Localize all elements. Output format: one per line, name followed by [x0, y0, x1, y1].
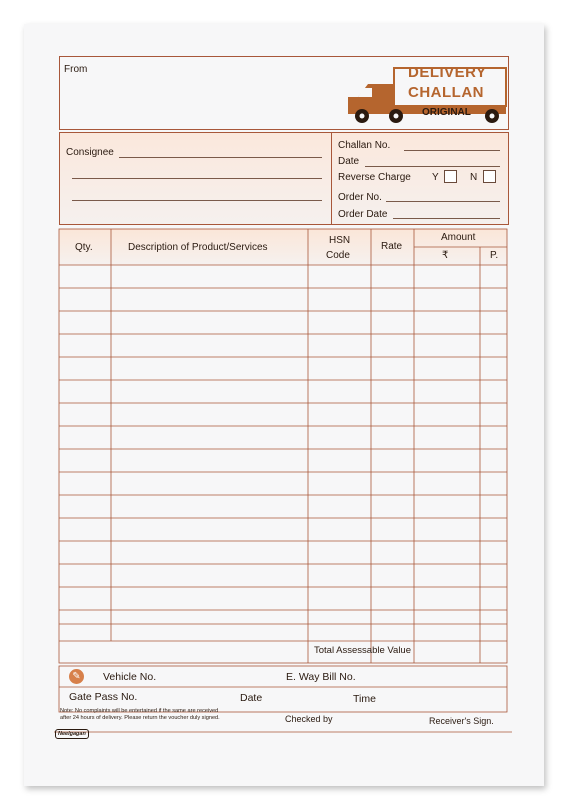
col-description-header: Description of Product/Services	[128, 242, 268, 253]
reverse-charge-no-label: N	[470, 172, 478, 183]
from-label: From	[64, 64, 88, 75]
total-assessable-label: Total Assessable Value	[314, 645, 411, 656]
order-date-label: Order Date	[338, 209, 388, 220]
footer-date-label: Date	[240, 692, 263, 704]
challan-sheet	[24, 24, 544, 786]
date-label: Date	[338, 156, 360, 167]
col-qty-header: Qty.	[75, 242, 93, 253]
pen-icon: ✎	[69, 669, 84, 684]
note-line-1: Note: No complaints will be entertained if the same are received	[60, 708, 219, 714]
col-rupee-header: ₹	[442, 250, 449, 261]
col-hsn-header-line1: HSN	[329, 235, 351, 246]
vehicle-no-label: Vehicle No.	[103, 671, 157, 683]
checked-by-label: Checked by	[285, 714, 333, 724]
eway-bill-label: E. Way Bill No.	[286, 671, 356, 683]
col-paise-header: P.	[490, 250, 499, 261]
receiver-sign-label: Receiver's Sign.	[429, 716, 494, 726]
copy-label: ORIGINAL	[422, 107, 471, 118]
table-rows	[59, 288, 507, 624]
items-table	[24, 24, 544, 786]
col-rate-header: Rate	[381, 241, 403, 252]
col-hsn-header-line2: Code	[326, 250, 350, 261]
note-line-2: after 24 hours of delivery. Please return the voucher duly signed.	[60, 715, 220, 721]
brand-logo: Neelgagan	[55, 729, 89, 739]
footer-time-label: Time	[353, 693, 376, 705]
gate-pass-label: Gate Pass No.	[69, 691, 138, 703]
title-delivery: DELIVERY	[408, 64, 487, 81]
reverse-charge-yes-label: Y	[432, 172, 439, 183]
consignee-label: Consignee	[66, 147, 114, 158]
challan-no-label: Challan No.	[338, 140, 391, 151]
title-challan: CHALLAN	[408, 84, 484, 101]
order-no-label: Order No.	[338, 192, 382, 203]
col-amount-header: Amount	[441, 232, 476, 243]
reverse-charge-label: Reverse Charge	[338, 172, 411, 183]
